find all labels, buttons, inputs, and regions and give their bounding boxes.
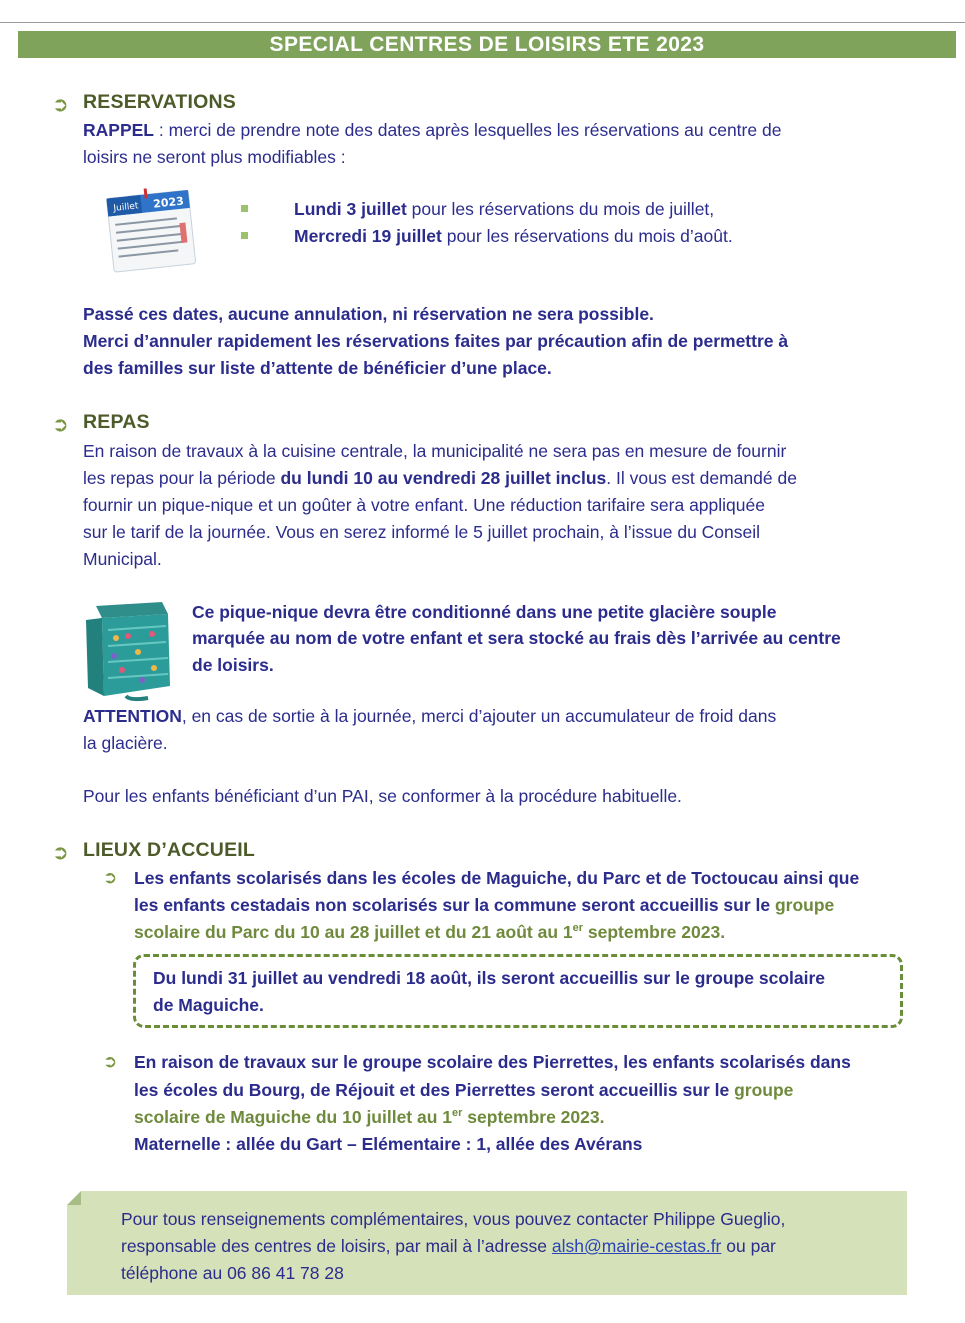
- lieux-item1-line2: [134, 892, 834, 919]
- lieux-item2-line2-a: les écoles du Bourg, de Réjouit et des Pierrettes seront accueillis sur le: [134, 1080, 735, 1100]
- attention-label: ATTENTION: [83, 706, 182, 726]
- warning-line-3: des familles sur liste d’attente de bénéficier d’une place.: [83, 358, 552, 378]
- arrow-bullet-icon: ➲: [52, 840, 69, 864]
- lieux-item1-line3-b: septembre 2023.: [583, 922, 726, 942]
- contact-line-3: téléphone au 06 86 41 78 28: [121, 1263, 344, 1283]
- warning-line-1: Passé ces dates, aucune annulation, ni réservation ne sera possible.: [83, 304, 654, 324]
- date-1-rest: pour les réservations du mois de juillet,: [406, 199, 715, 219]
- lieux-item1-line3-a: scolaire du Parc du 10 au 28 juillet et du 21 août au 1: [134, 922, 573, 942]
- lieux-item2-line1: En raison de travaux sur le groupe scolaire des Pierrettes, les enfants scolarisés dans: [134, 1052, 851, 1072]
- repas-p1-line4: sur le tarif de la journée. Vous en serez informé le 5 juillet prochain, à l’issue du Conseil: [83, 522, 761, 542]
- repas-p1-line2-b: . Il vous est demandé de: [606, 468, 797, 488]
- box-line-2: de Maguiche.: [153, 995, 264, 1015]
- section-heading-lieux: LIEUX D’ACCUEIL: [83, 839, 256, 861]
- reservations-intro: [83, 117, 781, 144]
- contact-line-2-a: responsable des centres de loisirs, par mail à l’adresse: [121, 1236, 552, 1256]
- contact-line-2-b: ou par: [721, 1236, 776, 1256]
- repas-p1-line3: fournir un pique-nique et un goûter à votre enfant. Une réduction tarifaire sera appliquée: [83, 495, 765, 515]
- date-2-bold: Mercredi 19 juillet: [294, 226, 442, 246]
- reservations-intro-line2: loisirs ne seront plus modifiables :: [83, 147, 346, 167]
- contact-line-2: [121, 1233, 776, 1260]
- lieux-item2-line3-sup: er: [452, 1107, 463, 1120]
- repas-p1-line1: En raison de travaux à la cuisine centrale, la municipalité ne sera pas en mesure de fournir: [83, 441, 787, 461]
- repas-p1-line2-a: les repas pour la période: [83, 468, 281, 488]
- calendar-month: Juillet: [113, 201, 139, 214]
- email-link[interactable]: alsh@mairie-cestas.fr: [551, 1236, 722, 1256]
- repas-p1-line2: [83, 465, 797, 492]
- section-heading-reservations: RESERVATIONS: [83, 91, 237, 113]
- reservation-date-1: [294, 196, 714, 223]
- repas-p1-line2-bold: du lundi 10 au vendredi 28 juillet inclus: [280, 468, 607, 488]
- lieux-item2-line3-b: septembre 2023.: [462, 1107, 605, 1127]
- repas-p1-line5: Municipal.: [83, 549, 162, 569]
- cooler-line-3: de loisirs.: [192, 655, 274, 675]
- lieux-item1-line3: [134, 919, 725, 946]
- warning-line-2: Merci d’annuler rapidement les réservations faites par précaution afin de permettre à: [83, 331, 789, 351]
- top-rule: [0, 22, 965, 23]
- lieux-item2-line3-a: scolaire de Maguiche du 10 juillet au 1: [134, 1107, 453, 1127]
- page-title-banner: SPECIAL CENTRES DE LOISIRS ETE 2023: [18, 31, 956, 58]
- square-bullet-icon: [241, 232, 248, 239]
- intro-text: : merci de prendre note des dates après lesquelles les réservations au centre de: [153, 120, 782, 140]
- lieux-item1-line2-a: les enfants cestadais non scolarisés sur la commune seront accueillis sur le: [134, 895, 775, 915]
- lieux-item2-line4: Maternelle : allée du Gart – Elémentaire : 1, allée des Avérans: [134, 1134, 643, 1154]
- square-bullet-icon: [241, 205, 248, 212]
- attention-line-1: [83, 703, 776, 730]
- reservation-date-2: [294, 223, 733, 250]
- lieux-item1-line1: Les enfants scolarisés dans les écoles de Maguiche, du Parc et de Toctoucau ainsi que: [134, 868, 860, 888]
- date-2-rest: pour les réservations du mois d’août.: [441, 226, 733, 246]
- cooler-line-2: marquée au nom de votre enfant et sera stocké au frais dès l’arrivée au centre: [192, 628, 841, 648]
- box-line-1: Du lundi 31 juillet au vendredi 18 août, ils seront accueillis sur le groupe scolaire: [153, 968, 826, 988]
- lieux-item2-line2: [134, 1077, 793, 1104]
- arrow-bullet-icon: ➲: [103, 868, 118, 888]
- attention-text: , en cas de sortie à la journée, merci d’ajouter un accumulateur de froid dans: [181, 706, 777, 726]
- section-heading-repas: REPAS: [83, 411, 150, 433]
- date-1-bold: Lundi 3 juillet: [294, 199, 407, 219]
- attention-line-2: la glacière.: [83, 733, 168, 753]
- pai-note: Pour les enfants bénéficiant d’un PAI, se conformer à la procédure habituelle.: [83, 786, 682, 806]
- lieux-item1-line3-sup: er: [572, 922, 584, 935]
- cooler-line-1: Ce pique-nique devra être conditionné dans une petite glacière souple: [192, 602, 777, 622]
- calendar-icon: [106, 184, 198, 276]
- arrow-bullet-icon: ➲: [103, 1052, 118, 1072]
- contact-box-fold: [67, 1191, 81, 1205]
- contact-line-1: Pour tous renseignements complémentaires, vous pouvez contacter Philippe Gueglio,: [121, 1209, 786, 1229]
- lieux-item1-line2-green: groupe: [774, 895, 835, 915]
- calendar-year: 2023: [152, 194, 185, 211]
- lieux-item2-line3: [134, 1104, 604, 1131]
- arrow-bullet-icon: ➲: [52, 92, 69, 116]
- rappel-label: RAPPEL: [83, 120, 154, 140]
- arrow-bullet-icon: ➲: [52, 412, 69, 436]
- lieux-item2-line2-green: groupe: [734, 1080, 794, 1100]
- cooler-bag-icon: [82, 600, 176, 702]
